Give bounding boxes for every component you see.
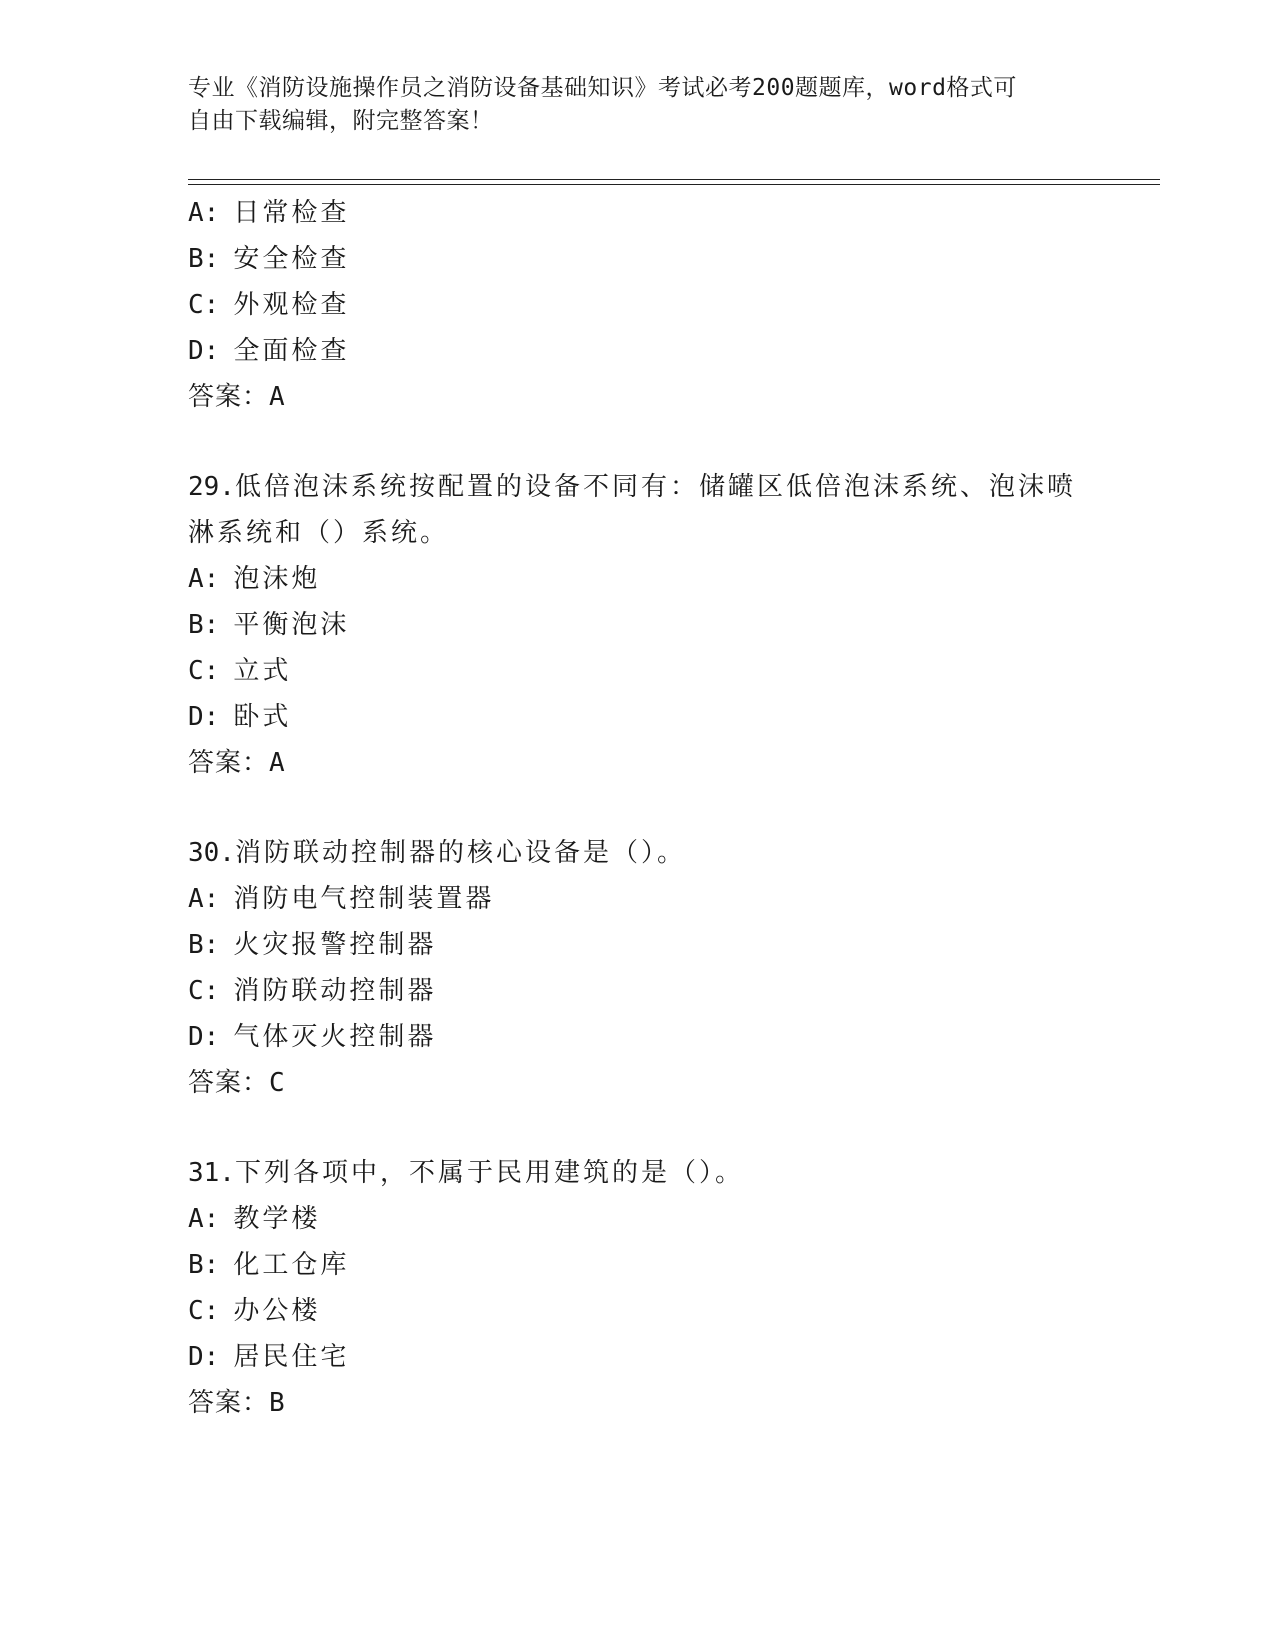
question-text-line-2: 淋系统和（）系统。 <box>188 518 450 548</box>
option-a <box>188 1196 1088 1242</box>
option-b <box>188 236 1088 282</box>
spacer <box>188 1106 1088 1150</box>
answer-value: A <box>269 748 285 778</box>
question-text-line-1: 下列各项中，不属于民用建筑的是（）。 <box>234 1158 744 1188</box>
option-d <box>188 1334 1088 1380</box>
question-number: 30. <box>188 838 235 868</box>
option-separator: : <box>203 1342 220 1372</box>
option-a <box>188 876 1088 922</box>
option-text: 平衡泡沫 <box>233 610 350 640</box>
option-b <box>188 602 1088 648</box>
option-c <box>188 968 1088 1014</box>
option-separator: : <box>203 884 220 914</box>
option-c <box>188 282 1088 328</box>
option-key: B <box>188 244 204 274</box>
answer-line <box>188 740 1088 786</box>
answer-line <box>188 1380 1088 1426</box>
option-b <box>188 1242 1088 1288</box>
option-a <box>188 190 1088 236</box>
option-text: 全面检查 <box>233 336 350 366</box>
option-key: A <box>188 1204 204 1234</box>
option-a <box>188 556 1088 602</box>
option-key: D <box>188 702 204 732</box>
option-text: 消防联动控制器 <box>233 976 437 1006</box>
question-31 <box>188 1150 1088 1426</box>
option-text: 卧式 <box>233 702 292 732</box>
option-separator: : <box>203 1022 220 1052</box>
option-key: D <box>188 1342 204 1372</box>
option-text: 办公楼 <box>233 1296 321 1326</box>
question-title <box>188 1150 1088 1196</box>
option-key: A <box>188 884 204 914</box>
spacer <box>188 786 1088 830</box>
option-d <box>188 1014 1088 1060</box>
answer-label: 答案： <box>188 382 270 412</box>
question-number: 29. <box>188 472 235 502</box>
option-key: B <box>188 930 204 960</box>
answer-line <box>188 374 1088 420</box>
header-rule-top <box>188 179 1160 180</box>
answer-label: 答案： <box>188 1068 270 1098</box>
answer-value: A <box>269 382 285 412</box>
option-c <box>188 1288 1088 1334</box>
question-title <box>188 830 1088 876</box>
option-key: C <box>188 976 204 1006</box>
option-separator: : <box>203 1296 220 1326</box>
header-line-1: 专业《消防设施操作员之消防设备基础知识》考试必考200题题库，word格式可 <box>188 75 1017 101</box>
option-key: C <box>188 1296 204 1326</box>
option-separator: : <box>203 656 220 686</box>
option-text: 气体灭火控制器 <box>233 1022 437 1052</box>
option-text: 教学楼 <box>233 1204 321 1234</box>
option-text: 泡沫炮 <box>233 564 321 594</box>
option-key: B <box>188 1250 204 1280</box>
question-list <box>188 190 1088 1426</box>
header-rule-bottom <box>188 184 1160 185</box>
option-separator: : <box>203 702 220 732</box>
option-key: C <box>188 656 204 686</box>
option-separator: : <box>203 336 220 366</box>
option-key: D <box>188 1022 204 1052</box>
option-key: A <box>188 198 204 228</box>
question-title-cont <box>188 510 1088 556</box>
option-text: 火灾报警控制器 <box>233 930 437 960</box>
option-text: 外观检查 <box>233 290 350 320</box>
option-d <box>188 328 1088 374</box>
answer-label: 答案： <box>188 1388 270 1418</box>
header-line-2: 自由下载编辑，附完整答案！ <box>188 108 494 134</box>
answer-line <box>188 1060 1088 1106</box>
answer-value: B <box>269 1388 285 1418</box>
option-text: 居民住宅 <box>233 1342 350 1372</box>
option-separator: : <box>203 610 220 640</box>
option-text: 化工仓库 <box>233 1250 350 1280</box>
option-text: 消防电气控制装置器 <box>233 884 495 914</box>
option-key: D <box>188 336 204 366</box>
question-30 <box>188 830 1088 1106</box>
option-separator: : <box>203 198 220 228</box>
option-key: A <box>188 564 204 594</box>
answer-value: C <box>269 1068 285 1098</box>
option-separator: : <box>203 244 220 274</box>
option-c <box>188 648 1088 694</box>
option-text: 安全检查 <box>233 244 350 274</box>
question-29 <box>188 464 1088 786</box>
option-separator: : <box>203 930 220 960</box>
option-key: C <box>188 290 204 320</box>
option-separator: : <box>203 1204 220 1234</box>
answer-label: 答案： <box>188 748 270 778</box>
spacer <box>188 420 1088 464</box>
question-number: 31. <box>188 1158 235 1188</box>
question-text-line-1: 消防联动控制器的核心设备是（）。 <box>234 838 686 868</box>
option-separator: : <box>203 1250 220 1280</box>
option-d <box>188 694 1088 740</box>
question-title <box>188 464 1088 510</box>
option-separator: : <box>203 976 220 1006</box>
option-separator: : <box>203 290 220 320</box>
option-text: 日常检查 <box>233 198 350 228</box>
question-text-line-1: 低倍泡沫系统按配置的设备不同有：储罐区低倍泡沫系统、泡沫喷 <box>234 472 1076 502</box>
option-text: 立式 <box>233 656 292 686</box>
option-b <box>188 922 1088 968</box>
option-key: B <box>188 610 204 640</box>
option-separator: : <box>203 564 220 594</box>
document-header <box>188 72 1088 138</box>
question-28-continued <box>188 190 1088 420</box>
